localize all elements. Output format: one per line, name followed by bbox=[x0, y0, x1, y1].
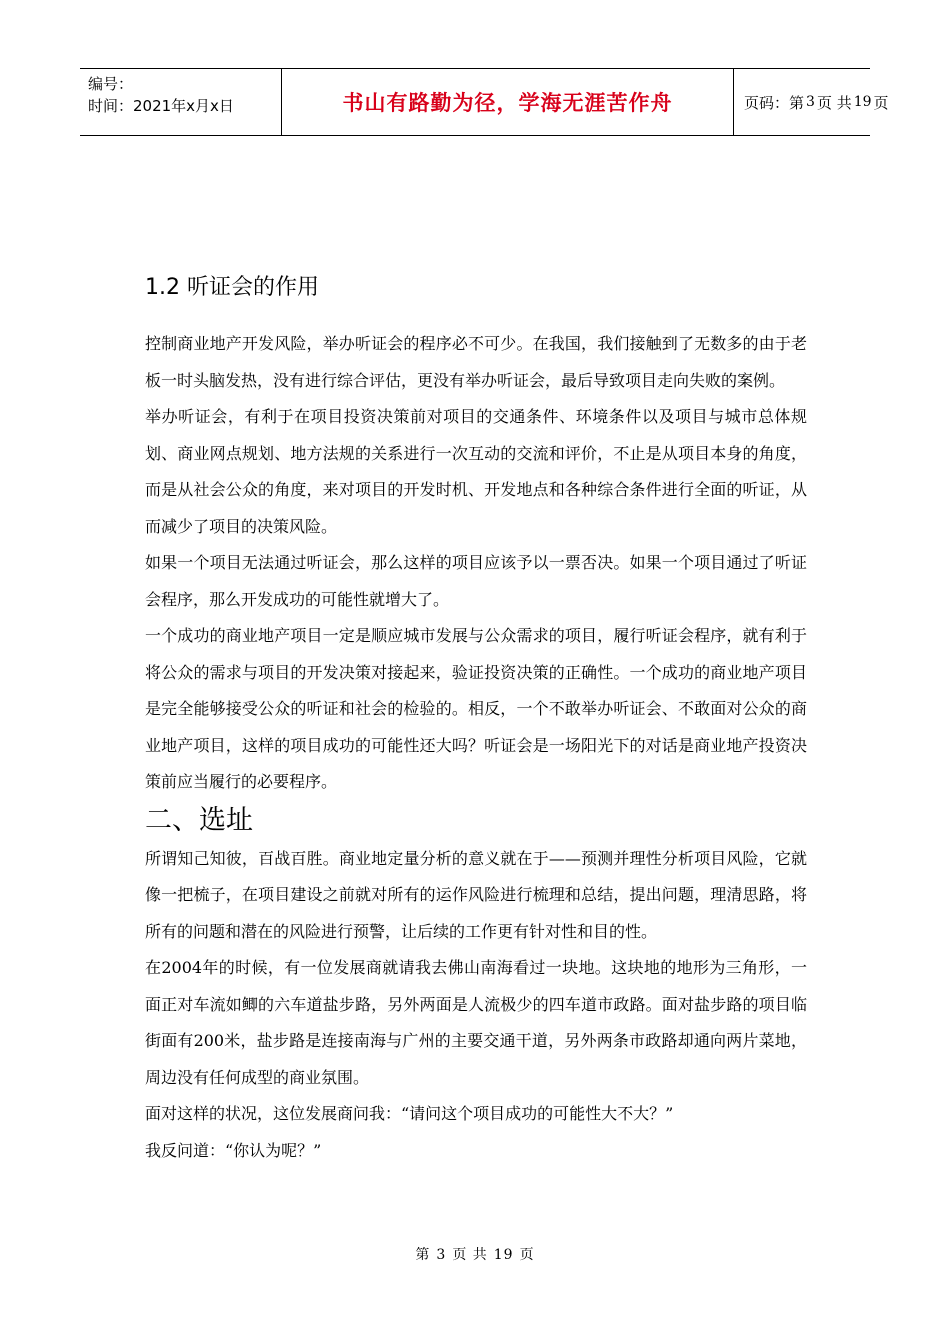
header-page-total: 19 bbox=[853, 94, 872, 110]
chapter-heading-2: 二、选址 bbox=[145, 804, 253, 836]
page-header bbox=[80, 68, 889, 136]
paragraph: 所谓知己知彼，百战百胜。商业地定量分析的意义就在于——预测并理性分析项目风险，它就像一把梳子，在项目建设之前就对所有的运作风险进行梳理和总结，提出问题，理清思路，将所有的问题和潜在的风险进行预警，让后续的工作更有针对性和目的性。 bbox=[145, 848, 807, 941]
footer-total: 19 bbox=[493, 1247, 514, 1263]
header-meta bbox=[80, 69, 282, 135]
header-page-prefix: 页码：第 bbox=[744, 93, 805, 112]
footer-suffix: 页 bbox=[519, 1247, 535, 1263]
paragraph: 控制商业地产开发风险，举办听证会的程序必不可少。在我国，我们接触到了无数多的由于老板一时头脑发热，没有进行综合评估，更没有举办听证会，最后导致项目走向失败的案例。 bbox=[145, 334, 807, 390]
paragraph: 面对这样的状况，这位发展商问我：“请问这个项目成功的可能性大不大？” bbox=[145, 1104, 674, 1123]
document-time-label: 时间：2021年x月x日 bbox=[88, 97, 234, 115]
paragraph: 在2004年的时候，有一位发展商就请我去佛山南海看过一块地。这块地的地形为三角形，一面正对车流如鲫的六车道盐步路，另外两面是人流极少的四车道市政路。面对盐步路的项目临街面有200米，盐步路是连接南海与广州的主要交通干道，另外两条市政路却通向两片菜地，周边没有任何成型的商业氛围。 bbox=[145, 958, 807, 1087]
paragraph: 如果一个项目无法通过听证会，那么这样的项目应该予以一票否决。如果一个项目通过了听证会程序，那么开发成功的可能性就增大了。 bbox=[145, 553, 807, 609]
footer-mid: 页 共 bbox=[452, 1247, 488, 1263]
header-motto: 书山有路勤为径，学海无涯苦作舟 bbox=[342, 91, 673, 115]
paragraph: 一个成功的商业地产项目一定是顺应城市发展与公众需求的项目，履行听证会程序，就有利于将公众的需求与项目的开发决策对接起来，验证投资决策的正确性。一个成功的商业地产项目是完全能够接受公众的听证和社会的检验的。相反，一个不敢举办听证会、不敢面对公众的商业地产项目，这样的项目成功的可能性还大吗？听证会是一场阳光下的对话是商业地产投资决策前应当履行的必要程序。 bbox=[145, 626, 807, 791]
footer-prefix: 第 bbox=[415, 1247, 431, 1263]
document-body bbox=[145, 266, 807, 1169]
header-page-current: 3 bbox=[806, 94, 815, 110]
footer-current: 3 bbox=[436, 1247, 447, 1263]
paragraph: 我反问道：“你认为呢？” bbox=[145, 1140, 322, 1160]
header-motto-cell bbox=[282, 69, 734, 135]
header-page-mid: 页 共 bbox=[816, 93, 852, 112]
paragraph: 举办听证会，有利于在项目投资决策前对项目的交通条件、环境条件以及项目与城市总体规划、商业网点规划、地方法规的关系进行一次互动的交流和评价，不止是从项目本身的角度，而是从社会公众的角度，来对项目的开发时机、开发地点和各种综合条件进行全面的听证，从而减少了项目的决策风险。 bbox=[145, 407, 807, 536]
document-code-label: 编号： bbox=[88, 75, 134, 93]
page-footer bbox=[0, 1244, 950, 1264]
header-page-suffix: 页 bbox=[873, 93, 889, 112]
section-heading-1-2: 1.2 听证会的作用 bbox=[145, 275, 319, 300]
header-page-number bbox=[734, 69, 889, 135]
